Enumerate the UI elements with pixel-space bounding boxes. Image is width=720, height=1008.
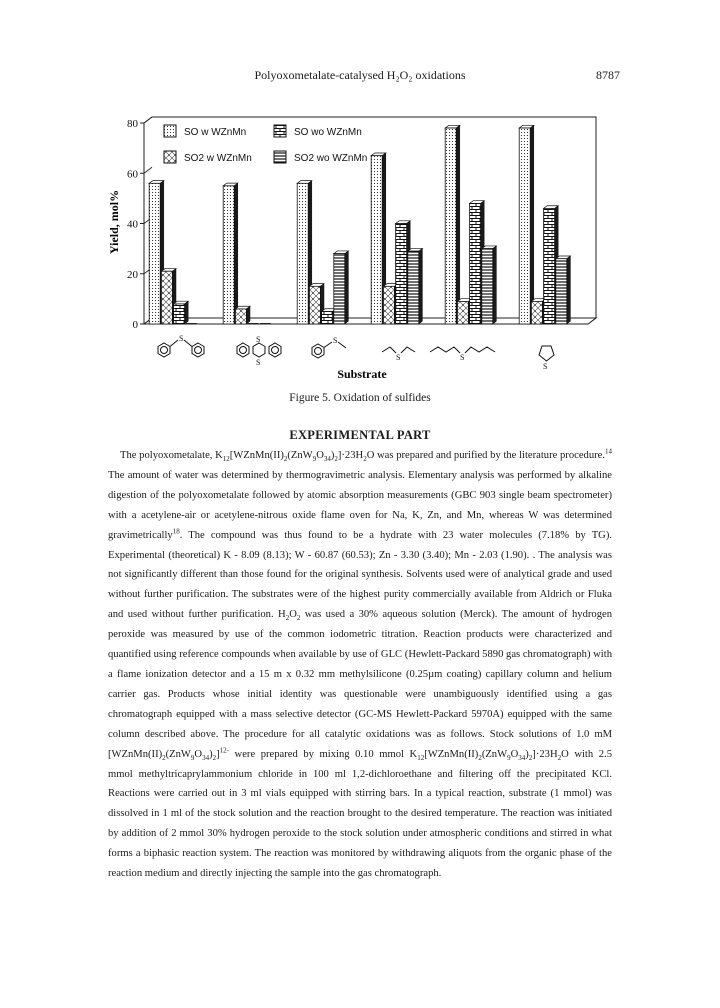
bar-so-w-wznmn-5-side [456, 125, 460, 324]
thianthrene-structure [237, 335, 281, 367]
thioanisole-structure [312, 336, 346, 358]
bar-so2-wo-wznmn-2 [260, 323, 271, 324]
bar-so-w-wznmn-2 [223, 186, 234, 324]
bar-so2-wo-wznmn-5 [482, 249, 493, 324]
bar-so-w-wznmn-6 [519, 128, 530, 324]
bar-so2-w-wznmn-6 [531, 301, 542, 324]
bar-so2-w-wznmn-1 [161, 271, 172, 324]
bar-so2-w-wznmn-3 [309, 286, 320, 324]
body-text [108, 446, 612, 884]
bar-so2-w-wznmn-4 [383, 286, 394, 324]
diphenyl-sulfide-structure [158, 334, 204, 357]
svg-text:S: S [333, 336, 338, 345]
legend-swatch-1 [164, 125, 176, 137]
legend-label-1: SO w WZnMn [184, 127, 247, 138]
legend-swatch-3 [274, 125, 286, 137]
bar-so2-w-wznmn-2 [235, 309, 246, 324]
substrate-structures [158, 334, 554, 371]
y-tick-label: 20 [127, 268, 138, 281]
bar-so2-wo-wznmn-6 [556, 259, 567, 324]
plot-area [127, 117, 596, 331]
bar-so-wo-wznmn-1-side [185, 301, 189, 324]
legend-swatch-2 [164, 151, 176, 163]
x-axis-label: Substrate [337, 367, 387, 381]
y-axis-label: Yield, mol% [107, 189, 121, 255]
bar-so2-wo-wznmn-6-side [567, 256, 571, 324]
bar-so2-wo-wznmn-3-side [345, 251, 349, 324]
bar-so-w-wznmn-2-side [234, 183, 238, 324]
bar-chart [100, 110, 620, 385]
bar-so-wo-wznmn-2 [248, 323, 259, 324]
svg-text:S: S [179, 334, 184, 343]
svg-text:S: S [543, 362, 548, 371]
running-title: Polyoxometalate-catalysed H₂O₂ oxidations [254, 68, 466, 82]
bar-so2-wo-wznmn-5-side [493, 246, 497, 324]
y-tick-label: 40 [127, 218, 138, 231]
y-tick-label: 0 [132, 319, 138, 331]
y-tick-label: 60 [127, 168, 138, 181]
bar-so-wo-wznmn-3 [322, 311, 333, 324]
legend-label-4: SO2 wo WZnMn [294, 153, 368, 164]
svg-text:S: S [256, 358, 261, 367]
svg-text:S: S [460, 353, 465, 362]
bar-so-w-wznmn-6-side [530, 125, 534, 324]
paragraph: The polyoxometalate, $K_{12}[WZnMn(II)_2(ZnW_9O_{34})_2]\cdot 23H_2O$ was prepared and purified by the literature procedure.$^{14}$ The amount of water was determined by thermogravimetric analysis. Elementary analysis was performed by alkaline digestion of the polyoxometalate followed by atomic absorption measurements (GBC 903 single beam spectrometer) with a acetylene-air or acetylene-nitrous oxide flame oven for Na, K, Zn, and Mn, whereas W was determined gravimetrically$^{18}$. The compound was thus found to be a hydrate with 23 water molecules (7.18% by TG). Experimental (theoretical) K - 8.09 (8.13); W - 60.87 (60.53); Zn - 3.30 (3.40); Mn - 2.03 (1.90). . The analysis was not significantly different than those found for the original synthesis. Solvents used were of analytical grade and used without further purification. The substrates were of the highest purity commercially available from Aldrich or Fluka and used without further purification. $H_2O_2$ was used a 30% aqueous solution (Merck). The amount of hydrogen peroxide was measured by use of the common iodometric titration. Reaction products were characterized and quantified using reference compounds when available by use of GLC (Hewlett-Packard 5890 gas chromatograph) with a flame ionization detector and a 15 m x 0.32 mm methylsilicone (0.25µm coating) capillary column and helium carrier gas. Products whose initial identity was questionable were unambiguously identified using a gas chromatograph equipped with a mass selective detector (GC-MS Hewlett-Packard 5970A) equipped with the same column described above. The procedure for all catalytic oxidations was as follows. Stock solutions of 1.0 mM $[WZnMn(II)_2(ZnW_9O_{34})_2]^{12-}$ were prepared by mixing 0.10 mmol $K_{12}[WZnMn(II)_2(ZnW_9O_{34})_2]\cdot 23H_2O$ with 2.5 mmol methyltricaprylammonium chloride in 100 ml 1,2-dichloroethane and filtering off the precipitated KCl. Reactions were carried out in 3 ml vials equipped with stirring bars. In a typical reaction, substrate (1 mmol) was dissolved in 1 ml of the stock solution and the reaction brought to the desired temperature. The reaction was initiated by addition of 2 mmol 30% hydrogen peroxide to the stock solution under atmospheric conditions and stirred in what forms a biphasic reaction system. The reaction was monitored by withdrawing aliquots from the organic phase of the reaction medium and directly injecting the sample into the gas chromatograph. [108, 447, 612, 880]
bar-so-w-wznmn-5 [445, 128, 456, 324]
bar-so-wo-wznmn-1 [174, 304, 185, 324]
svg-text:S: S [396, 353, 401, 362]
diethyl-sulfide-structure [382, 347, 415, 362]
bar-so2-wo-wznmn-4-side [419, 248, 423, 324]
figure-caption: Figure 5. Oxidation of sulfides [289, 392, 431, 404]
tetrahydrothiophene-structure [539, 346, 554, 371]
bar-so-w-wznmn-1 [149, 183, 160, 324]
bar-so2-wo-wznmn-4 [408, 251, 419, 324]
legend-swatch-4 [274, 151, 286, 163]
svg-text:S: S [256, 335, 261, 344]
y-tick-label: 80 [127, 118, 138, 130]
legend-label-3: SO wo WZnMn [294, 127, 362, 138]
bar-so2-w-wznmn-5 [457, 301, 468, 324]
bar-so2-wo-wznmn-1 [186, 323, 197, 324]
bar-so-wo-wznmn-6 [544, 208, 555, 324]
bar-so-wo-wznmn-5 [470, 203, 481, 324]
running-header [0, 68, 720, 84]
bar-so-wo-wznmn-4 [396, 224, 407, 325]
bar-so-w-wznmn-4 [371, 156, 382, 324]
page-number: 8787 [596, 68, 620, 82]
dibutyl-sulfide-structure [430, 347, 495, 362]
bar-so-w-wznmn-3 [297, 183, 308, 324]
legend-label-2: SO2 w WZnMn [184, 153, 252, 164]
section-heading: EXPERIMENTAL PART [289, 428, 431, 442]
bar-so2-wo-wznmn-3 [334, 254, 345, 324]
